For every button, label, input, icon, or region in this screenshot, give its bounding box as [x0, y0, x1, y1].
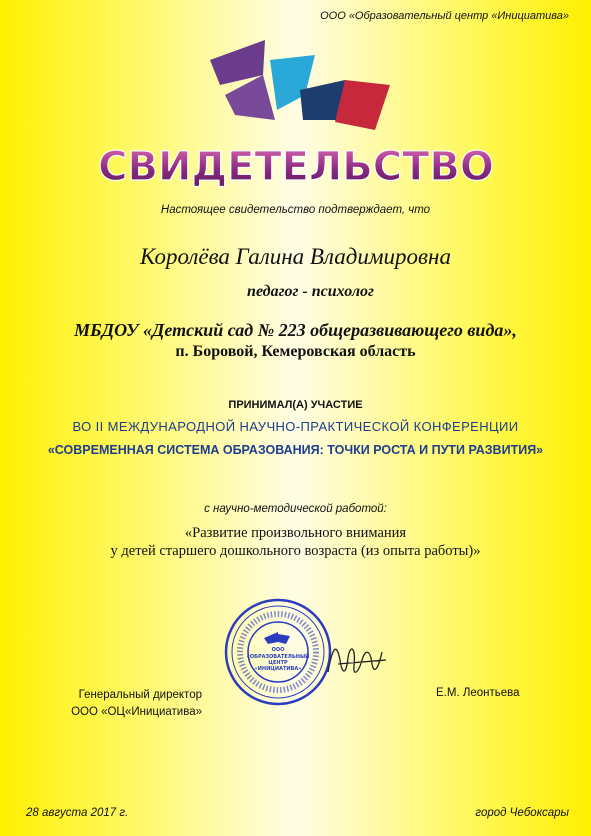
institution-line-2: п. Боровой, Кемеровская область — [175, 343, 416, 360]
work-label: с научно-методической работой: — [204, 503, 387, 515]
recipient-position: педагог - психолог — [247, 283, 374, 300]
recipient-name: Королёва Галина Владимировна — [140, 244, 451, 269]
work-title-line-2: у детей старшего дошкольного возраста (из опыта работы)» — [110, 543, 481, 559]
signature-icon — [322, 630, 392, 685]
header-organization: ООО «Образовательный центр «Инициатива» — [320, 10, 569, 22]
participated-label: ПРИНИМАЛ(А) УЧАСТИЕ — [228, 399, 363, 411]
stamp-line-2: «ОБРАЗОВАТЕЛЬНЫЙ — [246, 654, 310, 660]
stamp-line-4: «ИНИЦИАТИВА» — [254, 666, 302, 672]
work-title-line-1: «Развитие произвольного внимания — [184, 525, 407, 541]
intro-text: Настоящее свидетельство подтверждает, что — [160, 204, 431, 216]
stamp-line-3: ЦЕНТР — [268, 660, 288, 666]
director-title: Генеральный директор — [78, 689, 202, 701]
signer-name: Е.М. Леонтьева — [436, 687, 520, 699]
director-block — [66, 687, 202, 721]
round-seal-icon — [224, 598, 332, 706]
institution-line-1: МБДОУ «Детский сад № 223 общеразвивающего вида», — [74, 320, 517, 340]
title-text: СВИДЕТЕЛЬСТВО — [98, 144, 494, 190]
stamp-line-1: ООО — [271, 647, 285, 653]
issue-city: город Чебоксары — [475, 807, 569, 819]
issue-date: 28 августа 2017 г. — [26, 807, 129, 819]
director-org: ООО «ОЦ«Инициатива» — [71, 706, 202, 718]
conference-line-2: «СОВРЕМЕННАЯ СИСТЕМА ОБРАЗОВАНИЯ: ТОЧКИ РОСТА И ПУТИ РАЗВИТИЯ» — [47, 443, 544, 457]
conference-line-1: ВО II МЕЖДУНАРОДНОЙ НАУЧНО-ПРАКТИЧЕСКОЙ КОНФЕРЕНЦИИ — [72, 419, 519, 434]
open-book-logo-icon — [205, 40, 395, 135]
certificate-title — [0, 138, 591, 198]
